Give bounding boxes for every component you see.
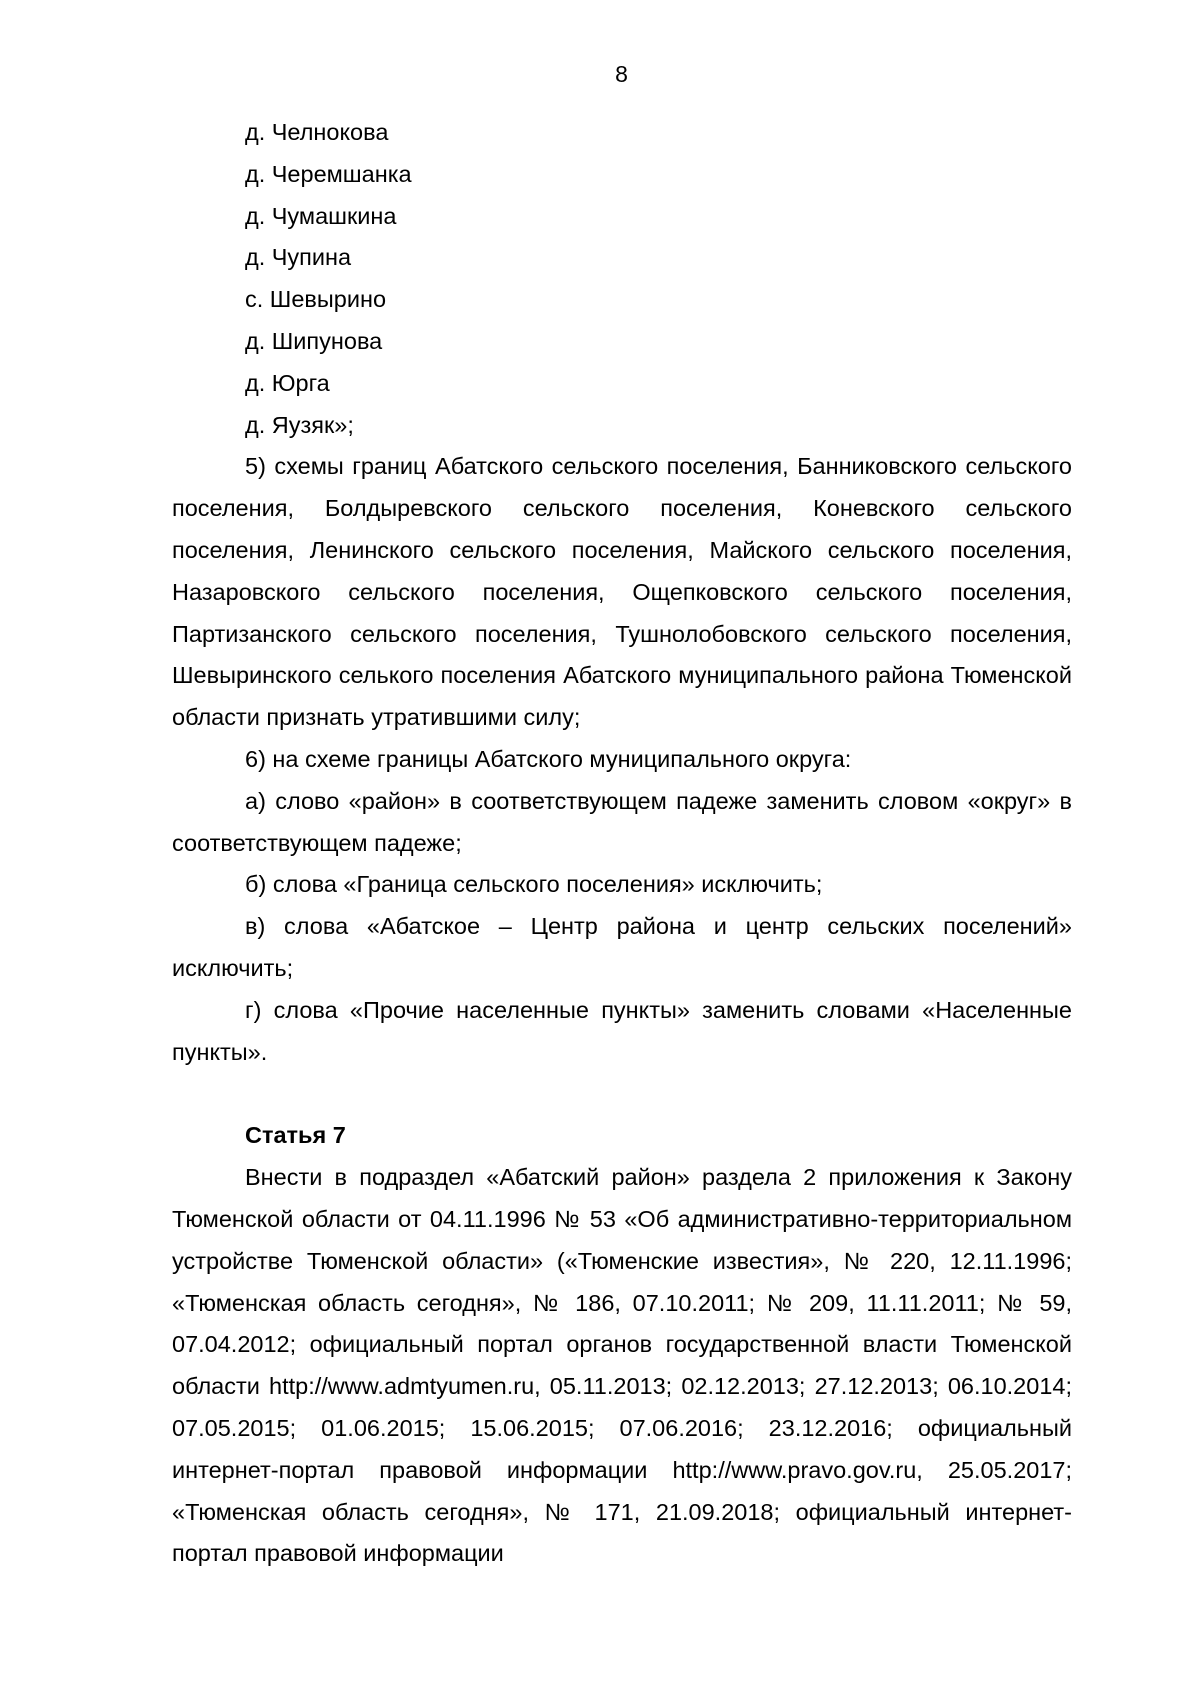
article-title: Статья 7	[245, 1122, 346, 1149]
settlement-item: д. Шипунова	[245, 327, 383, 354]
subparagraph-a: а) слово «район» в соответствующем падеже заменить словом «округ» в соответствующем падеже;	[172, 787, 1072, 856]
settlement-item: д. Чупина	[245, 244, 352, 271]
subparagraph-g: г) слова «Прочие населенные пункты» заменить словами «Населенные пункты».	[172, 996, 1072, 1065]
subparagraph-v: в) слова «Абатское – Центр района и центр сельских поселений» исключить;	[172, 913, 1072, 981]
subparagraph-b: б) слова «Граница сельского поселения» исключить;	[245, 871, 823, 898]
settlement-item: д. Юрга	[245, 369, 330, 396]
article-text: Внести в подраздел «Абатский район» раздела 2 приложения к Закону Тюменской области от 04.11.1996 № 53 «Об административно-территориальном устройстве Тюменской области» («Тюменские известия», № 220, 12.11.1996; «Тюменская область сегодня», № 186, 07.10.2011; № 209, 11.11.2011; № 59, 07.04.2012; официальный портал органов государственной власти Тюменской области http://www.admtyumen.ru, 05.11.2013; 02.12.2013; 27.12.2013; 06.10.2014; 07.05.2015; 01.06.2015; 15.06.2015; 07.06.2016; 23.12.2016; официальный интернет-портал правовой информации http://www.pravo.gov.ru, 25.05.2017; «Тюменская область сегодня», № 171, 21.09.2018; официальный интернет-портал правовой информации	[172, 1164, 1072, 1567]
settlement-item: д. Челнокова	[245, 119, 389, 145]
settlement-item: д. Черемшанка	[245, 160, 412, 187]
settlement-item: д. Яузяк»;	[245, 411, 354, 438]
settlement-item: с. Шевырино	[245, 286, 387, 313]
paragraph-item-6: 6) на схеме границы Абатского муниципального округа:	[245, 745, 852, 772]
document-body	[172, 112, 1072, 1575]
settlement-item: д. Чумашкина	[245, 202, 397, 229]
page-number: 8	[615, 61, 628, 87]
paragraph-item-5: 5) схемы границ Абатского сельского поселения, Банниковского сельского поселения, Болдыревского сельского поселения, Коневского сельского поселения, Ленинского сельского поселения, Майского сельского поселения, Назаровского сельского поселения, Ощепковского сельского поселения, Партизанского сельского поселения, Тушнолобовского сельского поселения, Шевыринского селького поселения Абатского муниципального района Тюменской области признать утратившими силу;	[172, 453, 1072, 731]
